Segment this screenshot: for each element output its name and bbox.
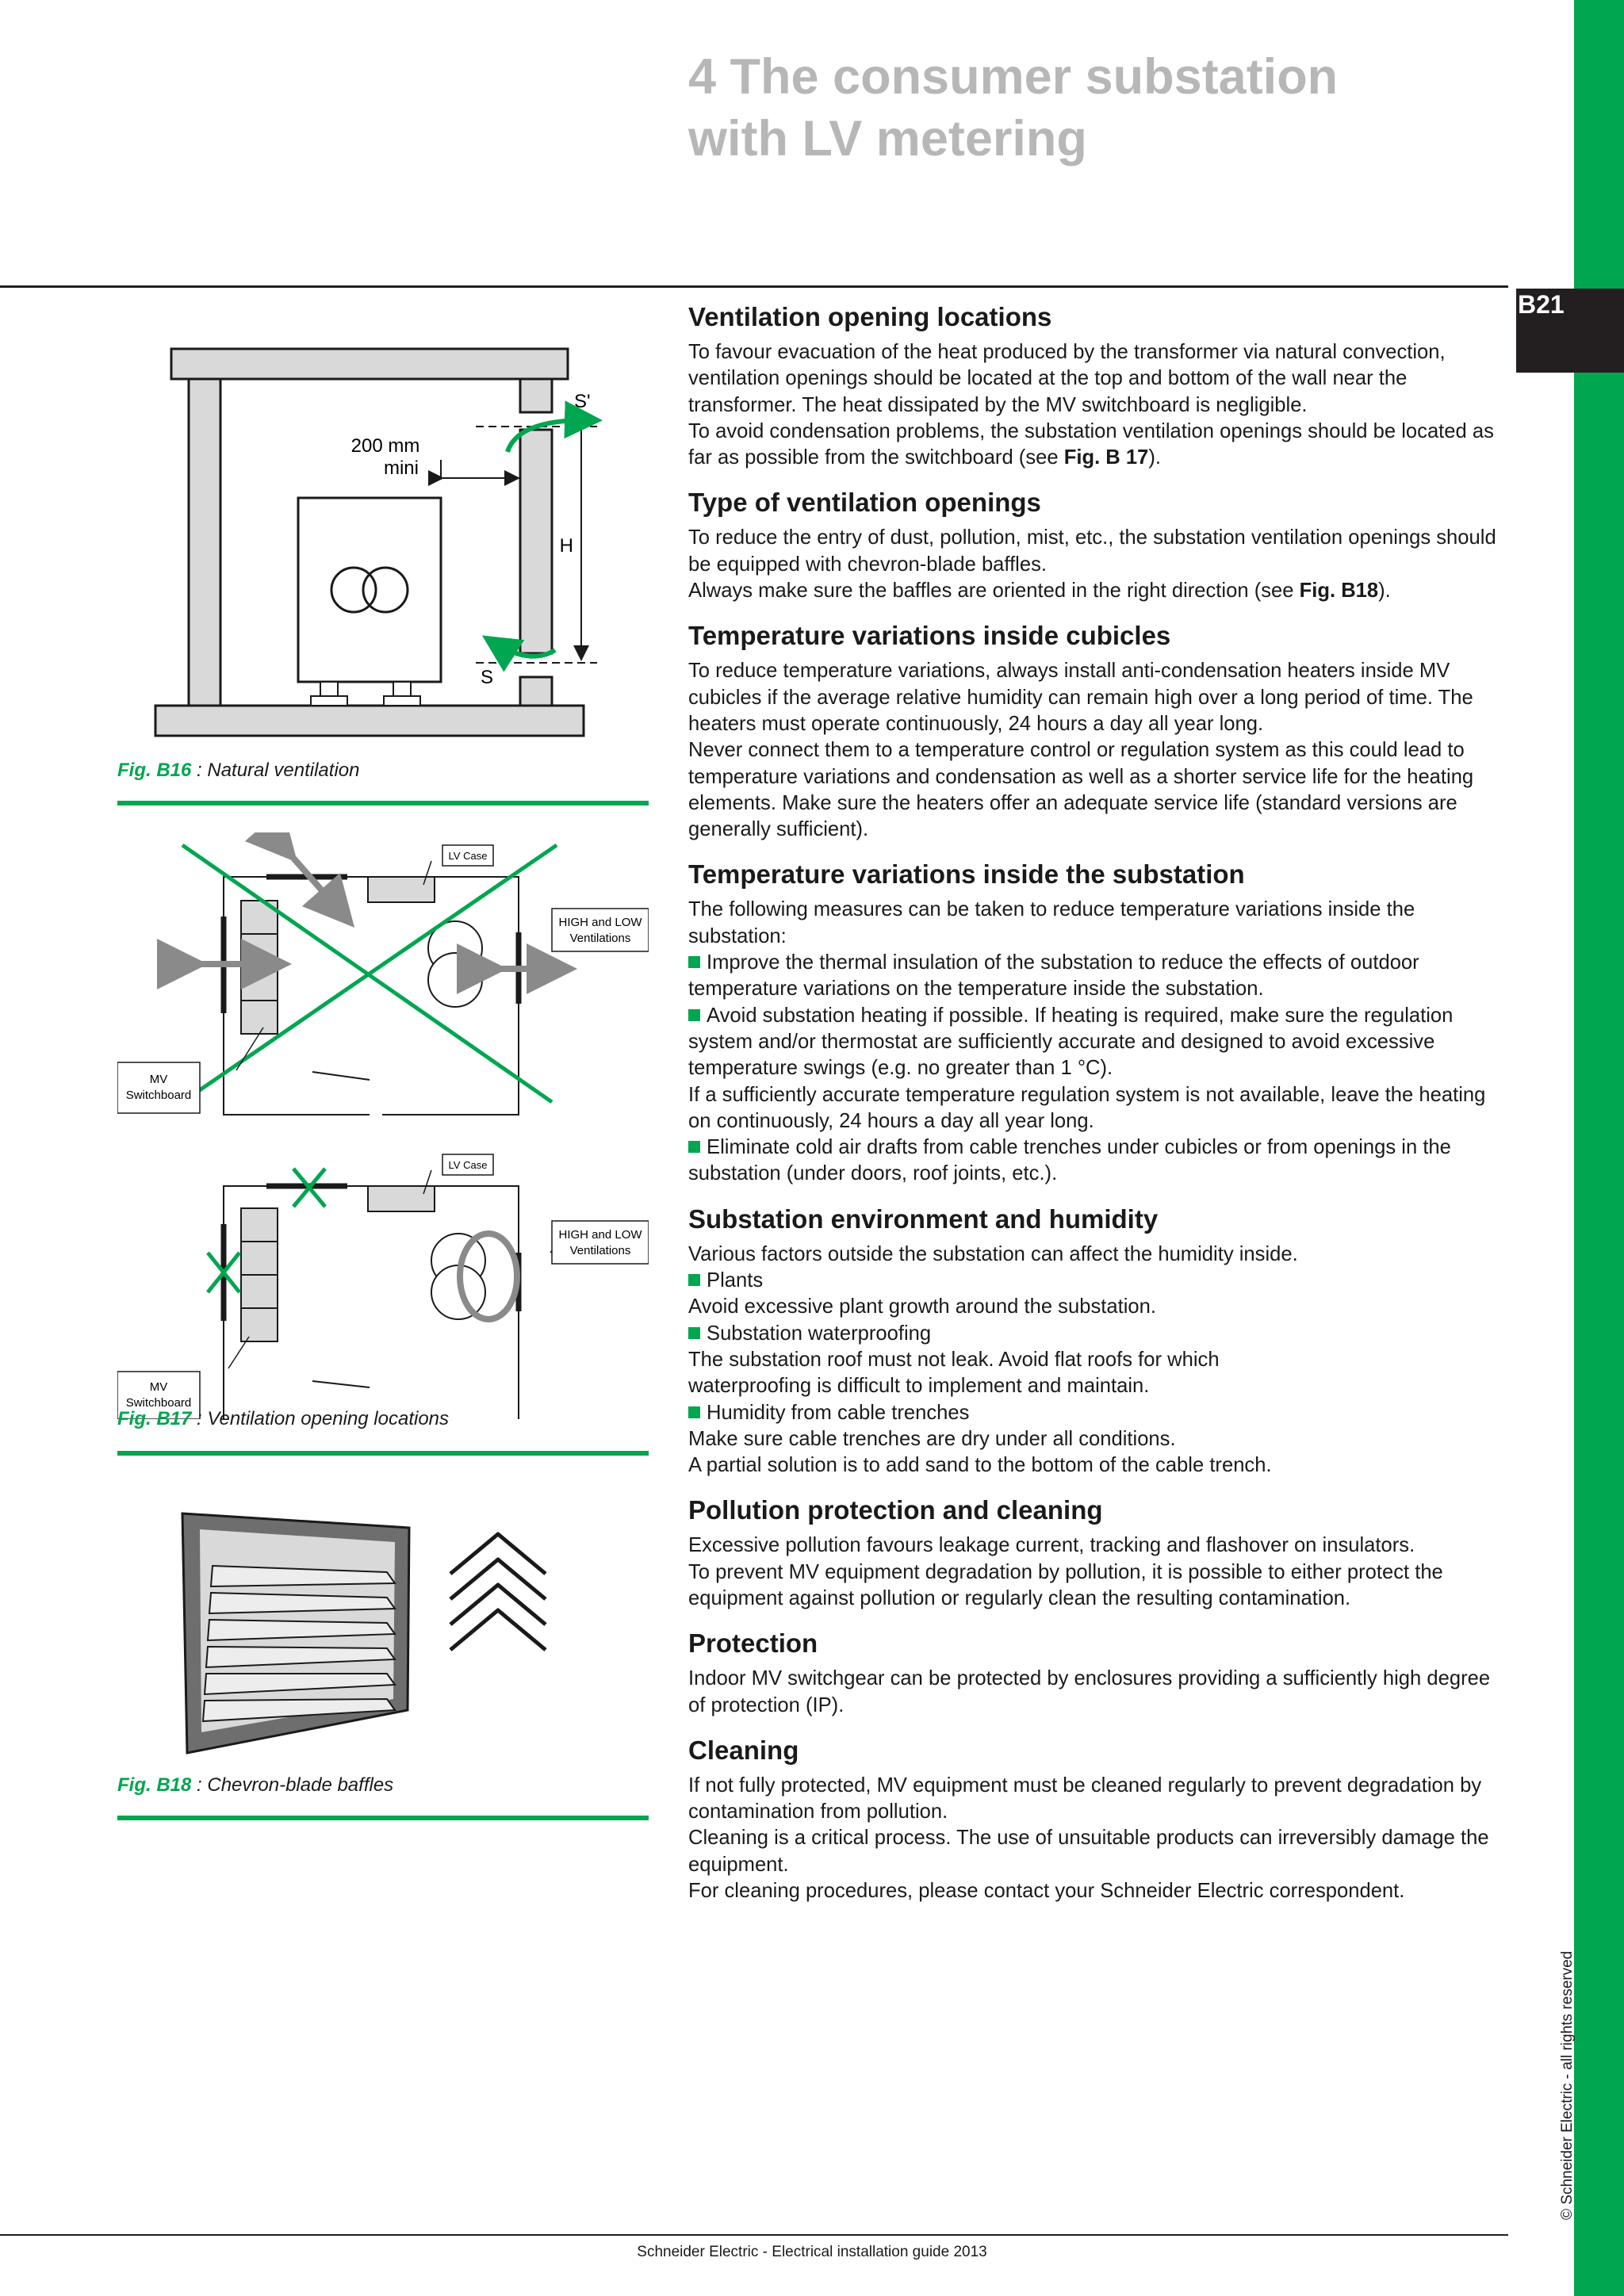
- b16-transformer-foot-left: [320, 682, 338, 696]
- figure-b18-caption: [117, 1774, 393, 1797]
- b17b-switchboard: [241, 1208, 278, 1341]
- b17a-vent-label2: Ventilations: [569, 932, 631, 945]
- b16-right-wall-mid: [520, 430, 552, 653]
- figure-b17-ventilation-locations: [117, 832, 649, 1419]
- b17a-vent-label1: HIGH and LOW: [558, 916, 642, 929]
- paragraph: Never connect them to a temperature control or regulation system as this could lead to temperature variations and condensation as well as a shorter service life for the heating elements. Make sure the heaters offer an adequate service life (standard versions are generally sufficient).: [688, 739, 1474, 841]
- footer-text: Schneider Electric - Electrical installation guide 2013: [637, 2244, 987, 2260]
- bullet-square-icon: [688, 1406, 700, 1418]
- figure-b18-chevron-baffles: [117, 1502, 649, 1764]
- main-text-column: [688, 301, 1510, 1920]
- bullet-item: Plants: [688, 1268, 1510, 1294]
- bullet-square-icon: [688, 956, 700, 968]
- b16-transformer-foot-right: [393, 682, 411, 696]
- b16-right-wall-lower: [520, 677, 552, 706]
- b17b-lv-label: LV Case: [448, 1159, 488, 1171]
- bullet-square-icon: [688, 1141, 700, 1153]
- chapter-title-line2: with LV metering: [688, 111, 1087, 166]
- bullet-item: Substation waterproofing: [688, 1321, 1510, 1347]
- paragraph: For cleaning procedures, please contact your Schneider Electric correspondent.: [688, 1880, 1405, 1903]
- section-title: Type of ventilation openings: [688, 488, 1041, 518]
- b16-roof: [171, 349, 568, 379]
- paragraph: To avoid condensation problems, the substation ventilation openings should be located as far as possible from the switchboard (see Fig. B 17).: [688, 419, 1494, 469]
- chapter-title: [688, 46, 1338, 170]
- b16-floor: [155, 706, 584, 736]
- figure-b18-title: : Chevron-blade baffles: [191, 1774, 394, 1796]
- section-title: Cleaning: [688, 1735, 799, 1765]
- paragraph: Indoor MV switchgear can be protected by enclosures providing a sufficiently high degree of protection (IP).: [688, 1667, 1491, 1716]
- section-protection: [688, 1628, 1510, 1719]
- b17a-mv-label-box: [117, 1062, 200, 1113]
- paragraph: Cleaning is a critical process. The use of unsuitable products can irreversibly damage the equipment.: [688, 1827, 1489, 1876]
- b16-label-mini: mini: [383, 457, 419, 479]
- figure-b16-title: : Natural ventilation: [191, 760, 360, 781]
- paragraph: Always make sure the baffles are oriented in the right direction (see Fig. B18).: [688, 580, 1391, 603]
- b16-transformer-skid-right: [384, 696, 420, 706]
- paragraph: To reduce the entry of dust, pollution, mist, etc., the substation ventilation openings should be equipped with chevron-blade baffles.: [688, 526, 1496, 576]
- section-title: Substation environment and humidity: [688, 1203, 1159, 1234]
- b16-transformer-skid-left: [311, 696, 347, 706]
- figure-b17-divider: [117, 1451, 649, 1456]
- section-temperature-substation: [688, 859, 1510, 1187]
- bullet-item: Eliminate cold air drafts from cable trenches under cubicles or from openings in the substation (under doors, roof joints, etc.).: [688, 1136, 1451, 1185]
- b17b-vent-label1: HIGH and LOW: [558, 1228, 642, 1242]
- section-temperature-cubicles: [688, 620, 1510, 843]
- section-cleaning: [688, 1735, 1510, 1904]
- paragraph: To favour evacuation of the heat produced by the transformer via natural convection, ventilation openings should be located at the top and bottom of the wall near the transformer. The heat dissipated by the MV switchboard is negligible.: [688, 341, 1446, 416]
- header-divider: [0, 285, 1508, 288]
- bullet-item: Improve the thermal insulation of the substation to reduce the effects of outdoor temperature variations on the temperature inside the substation.: [688, 951, 1419, 1001]
- paragraph: If not fully protected, MV equipment must be cleaned regularly to prevent degradation by contamination from pollution.: [688, 1774, 1482, 1823]
- figure-b17-caption: [117, 1408, 449, 1430]
- figure-b16-divider: [117, 801, 649, 806]
- section-title: Ventilation opening locations: [688, 302, 1052, 331]
- b17b-mv-callout: [228, 1337, 249, 1368]
- bullet-square-icon: [688, 1009, 700, 1021]
- section-ventilation-locations: [688, 301, 1510, 471]
- section-title: Temperature variations inside the substation: [688, 859, 1245, 890]
- page-number-tag: [1516, 289, 1624, 373]
- section-title: Temperature variations inside cubicles: [688, 621, 1171, 651]
- b17a-mv-label2: Switchboard: [125, 1089, 192, 1102]
- paragraph: A partial solution is to add sand to the bottom of the cable trench.: [688, 1454, 1272, 1477]
- bullet-square-icon: [688, 1327, 700, 1339]
- paragraph: The substation roof must not leak. Avoid flat roofs for which: [688, 1348, 1220, 1371]
- b17a-door: [312, 1072, 370, 1080]
- figure-b17-title: : Ventilation opening locations: [191, 1408, 450, 1429]
- b16-label-200mm: 200 mm: [350, 435, 420, 457]
- b16-right-wall-upper: [520, 379, 552, 412]
- chapter-title-line1: 4 The consumer substation: [688, 49, 1339, 105]
- figure-b18-divider: [117, 1816, 649, 1820]
- figure-b16-number: Fig. B16: [117, 760, 192, 781]
- paragraph: If a sufficiently accurate temperature regulation system is not available, leave the heating on continuously, 24 hours a day all year long.: [688, 1083, 1486, 1132]
- b17a-mv-label1: MV: [149, 1073, 168, 1086]
- section-ventilation-types: [688, 487, 1510, 604]
- b16-label-h: H: [559, 535, 573, 557]
- paragraph: To prevent MV equipment degradation by pollution, it is possible to either protect the equipment against pollution or regularly clean the resulting contamination.: [688, 1560, 1443, 1609]
- b16-label-s: S: [481, 667, 494, 688]
- paragraph: Excessive pollution favours leakage current, tracking and flashover on insulators.: [688, 1534, 1415, 1557]
- paragraph: Make sure cable trenches are dry under all conditions.: [688, 1427, 1176, 1450]
- section-environment-humidity: [688, 1203, 1510, 1479]
- bullet-item: Avoid substation heating if possible. If heating is required, make sure the regulation system and/or thermostat are sufficiently accurate and designed to avoid excessive temperature swings (e.g. no greater than 1 °C).: [688, 1004, 1454, 1080]
- b18-chevron-symbols: [450, 1534, 546, 1650]
- b17a-transformer-bottom: [428, 953, 482, 1007]
- b16-transformer: [298, 498, 441, 682]
- section-title: Pollution protection and cleaning: [688, 1495, 1103, 1525]
- paragraph: To reduce temperature variations, always install anti-condensation heaters inside MV cubicles if the average relative humidity can remain high over a long period of time. The heaters must operate continuously, 24 hours a day all year long.: [688, 660, 1473, 735]
- copyright-notice: © Schneider Electric - all rights reserved: [1559, 1950, 1576, 2220]
- paragraph: Various factors outside the substation can affect the humidity inside.: [688, 1242, 1298, 1265]
- footer-divider: [0, 2234, 1508, 2236]
- bullet-square-icon: [688, 1274, 700, 1286]
- b17b-vent-label2: Ventilations: [569, 1244, 631, 1257]
- paragraph: waterproofing is difficult to implement and maintain.: [688, 1375, 1150, 1398]
- page-number: B21: [1518, 290, 1565, 319]
- b17b-mv-label1: MV: [149, 1380, 168, 1394]
- paragraph: The following measures can be taken to reduce temperature variations inside the substation:: [688, 898, 1415, 947]
- bullet-item: Humidity from cable trenches: [688, 1400, 1510, 1426]
- section-pollution: [688, 1494, 1510, 1612]
- figure-b16-natural-ventilation: [117, 341, 617, 745]
- b17b-door: [312, 1381, 370, 1387]
- b17a-lv-label: LV Case: [448, 850, 488, 862]
- figure-reference[interactable]: Fig. B 17: [1063, 446, 1149, 469]
- section-title: Protection: [688, 1628, 818, 1659]
- b17b-mv-label2: Switchboard: [125, 1396, 192, 1410]
- paragraph: Avoid excessive plant growth around the substation.: [688, 1295, 1156, 1318]
- b16-label-s-top: S': [574, 391, 591, 412]
- figure-b17-number: Fig. B17: [117, 1408, 192, 1429]
- figure-reference[interactable]: Fig. B18: [1299, 580, 1379, 603]
- b16-left-wall: [189, 379, 220, 706]
- figure-b18-number: Fig. B18: [117, 1774, 192, 1796]
- figure-b16-caption: [117, 760, 359, 782]
